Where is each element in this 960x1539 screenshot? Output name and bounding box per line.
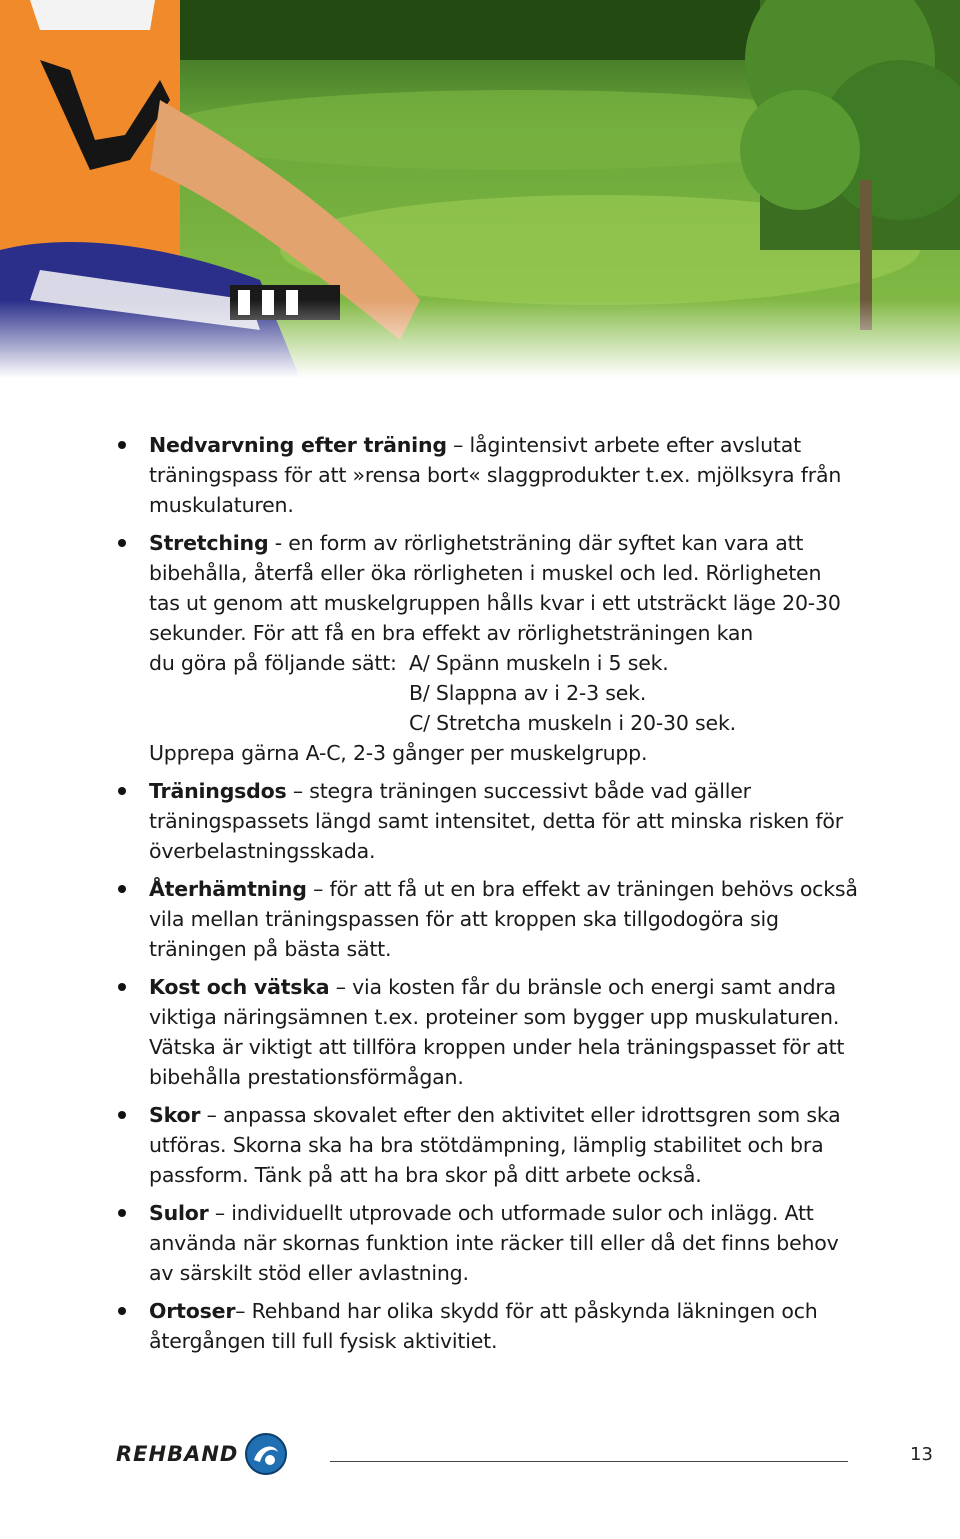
- stretch-steps: [149, 648, 858, 738]
- item-text: lågintensivt arbete efter avslutat träningspass för att »rensa bort« slaggprodukter t.ex. mjölksyra från muskulaturen.: [149, 433, 842, 517]
- item-text: individuellt utprovade och utformade sulor och inlägg. Att använda när skornas funktion inte räcker till eller då det finns behov av särskilt stöd eller avlastning.: [149, 1201, 839, 1285]
- item-text: via kosten får du bränsle och energi samt andra viktiga näringsämnen t.ex. proteiner som bygger upp muskulaturen. Vätska är viktigt att tillföra kroppen under hela träningspasset för att bibehålla prestationsförmågan.: [149, 975, 845, 1089]
- info-list: [118, 430, 858, 1356]
- item-separator: -: [268, 531, 289, 555]
- stretch-outro: Upprepa gärna A-C, 2-3 gånger per muskelgrupp.: [149, 741, 648, 765]
- main-content: [118, 430, 858, 1364]
- item-separator: –: [235, 1299, 252, 1323]
- item-term: Nedvarvning efter träning: [149, 433, 447, 457]
- item-separator: –: [329, 975, 353, 999]
- item-text: för att få ut en bra effekt av träningen behövs också vila mellan träningspassen för att kroppen ska tillgodogöra sig träningen på bästa sätt.: [149, 877, 858, 961]
- item-text: Rehband har olika skydd för att påskynda läkningen och återgången till full fysisk aktivitiet.: [149, 1299, 818, 1353]
- item-separator: –: [286, 779, 310, 803]
- step-a: A/ Spänn muskeln i 5 sek.: [409, 651, 669, 675]
- list-item-stretching: [118, 528, 858, 768]
- item-term: Stretching: [149, 531, 269, 555]
- golfer-photo-illustration: [0, 0, 960, 378]
- hero-photo: [0, 0, 960, 378]
- steps-intro: du göra på följande sätt:: [149, 651, 397, 675]
- item-term: Kost och vätska: [149, 975, 330, 999]
- page-number: 13: [910, 1444, 933, 1465]
- rehband-emblem-icon: [244, 1432, 288, 1476]
- list-item-skor: [118, 1100, 858, 1190]
- item-text: en form av rörlighetsträning där syftet kan vara att bibehålla, återfå eller öka rörligheten i muskel och led. Rörligheten tas ut genom att muskelgruppen hålls kvar i ett utsträckt läge 20-30 sekunder. För att få en bra effekt av rörlighetsträningen kan: [149, 531, 841, 645]
- list-item-ortoser: [118, 1296, 858, 1356]
- item-term: Sulor: [149, 1201, 209, 1225]
- list-item-aterhamtning: [118, 874, 858, 964]
- item-term: Återhämtning: [149, 877, 307, 901]
- item-term: Träningsdos: [149, 779, 287, 803]
- rehband-logo: [116, 1432, 288, 1476]
- item-separator: –: [200, 1103, 223, 1127]
- item-text: stegra träningen successivt både vad gäller träningspassets längd samt intensitet, detta för att minska risken för överbelastningsskada.: [149, 779, 843, 863]
- footer-rule: [330, 1461, 848, 1462]
- brand-name: REHBAND: [116, 1442, 239, 1466]
- item-term: Ortoser: [149, 1299, 236, 1323]
- list-item-traningsdos: [118, 776, 858, 866]
- step-c: C/ Stretcha muskeln i 20-30 sek.: [409, 711, 736, 735]
- step-b: B/ Slappna av i 2-3 sek.: [409, 681, 647, 705]
- list-item-nedvarvning: [118, 430, 858, 520]
- list-item-sulor: [118, 1198, 858, 1288]
- item-separator: –: [306, 877, 330, 901]
- item-term: Skor: [149, 1103, 201, 1127]
- item-separator: –: [208, 1201, 232, 1225]
- item-separator: –: [446, 433, 470, 457]
- item-text: anpassa skovalet efter den aktivitet eller idrottsgren som ska utföras. Skorna ska ha bra stötdämpning, lämplig stabilitet och bra passform. Tänk på att ha bra skor på ditt arbete också.: [149, 1103, 841, 1187]
- list-item-kost: [118, 972, 858, 1092]
